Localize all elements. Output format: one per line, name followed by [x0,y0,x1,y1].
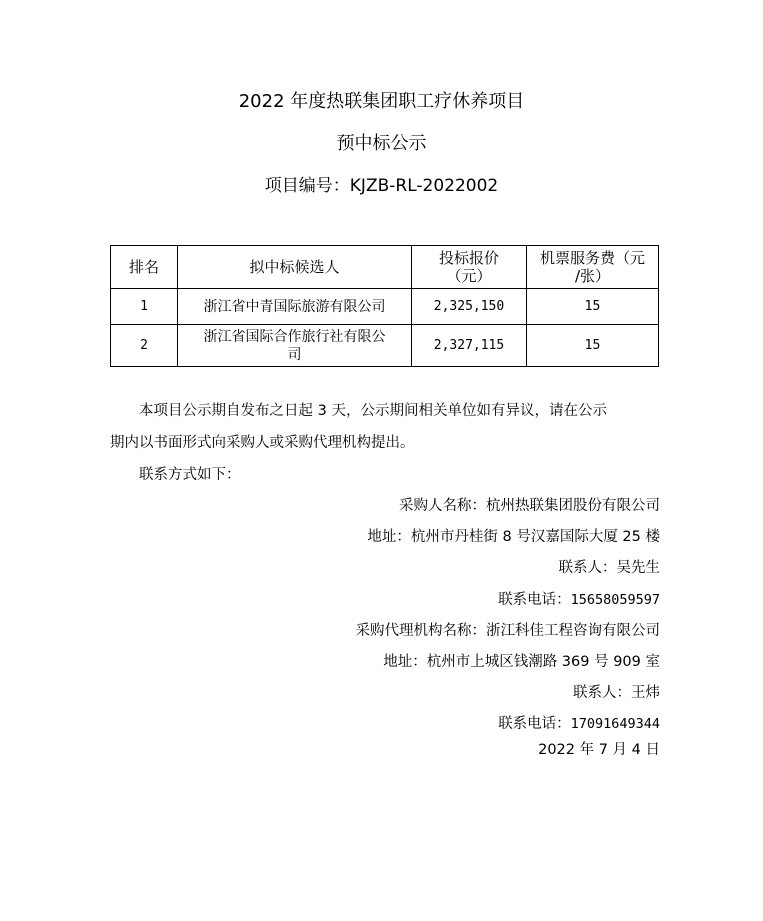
purchaser-phone [498,590,660,610]
contact-intro: 联系方式如下： [139,467,241,483]
project-number-label: 项目编号： [264,176,350,196]
purchaser-contact: 联系人：吴先生 [558,560,660,576]
purchaser-phone-label: 联系电话： [498,592,571,608]
cell-candidate: 浙江省中青国际旅游有限公司 [178,289,412,325]
notice-paragraph-line2: 期内以书面形式向采购人或采购代理机构提出。 [110,435,415,451]
header-ticket-fee: 机票服务费（元 /张） [527,246,659,289]
document-title: 2022 年度热联集团职工疗休养项目 [238,91,525,112]
cell-rank: 2 [111,325,178,367]
purchaser-address: 地址：杭州市丹桂街 8 号汉嘉国际大厦 25 楼 [367,529,660,545]
cell-ticket-fee: 15 [527,289,659,325]
cell-ticket-fee: 15 [527,325,659,367]
table-row [111,325,659,367]
agency-name: 采购代理机构名称：浙江科佳工程咨询有限公司 [355,623,660,639]
purchaser-name: 采购人名称：杭州热联集团股份有限公司 [399,498,660,514]
candidate-table [110,245,659,367]
agency-contact: 联系人：王炜 [573,685,660,701]
purchaser-phone-value: 15658059597 [570,592,660,608]
table-header-row [111,246,659,289]
agency-phone-label: 联系电话： [498,716,571,732]
announcement-date: 2022 年 7 月 4 日 [538,742,660,758]
project-number-value: KJZB-RL-2022002 [349,176,499,196]
agency-address: 地址：杭州市上城区钱潮路 369 号 909 室 [383,654,660,670]
cell-rank: 1 [111,289,178,325]
agency-phone [498,714,660,734]
cell-candidate: 浙江省国际合作旅行社有限公 司 [178,325,412,367]
notice-paragraph-line1: 本项目公示期自发布之日起 3 天，公示期间相关单位如有异议，请在公示 [139,403,607,419]
document-subtitle: 预中标公示 [336,133,427,154]
header-rank: 排名 [111,246,178,289]
agency-phone-value: 17091649344 [570,716,660,732]
header-candidate: 拟中标候选人 [178,246,412,289]
header-bid-price: 投标报价 （元） [412,246,527,289]
table-row [111,289,659,325]
project-number [0,174,763,198]
cell-bid-price: 2,327,115 [412,325,527,367]
cell-bid-price: 2,325,150 [412,289,527,325]
